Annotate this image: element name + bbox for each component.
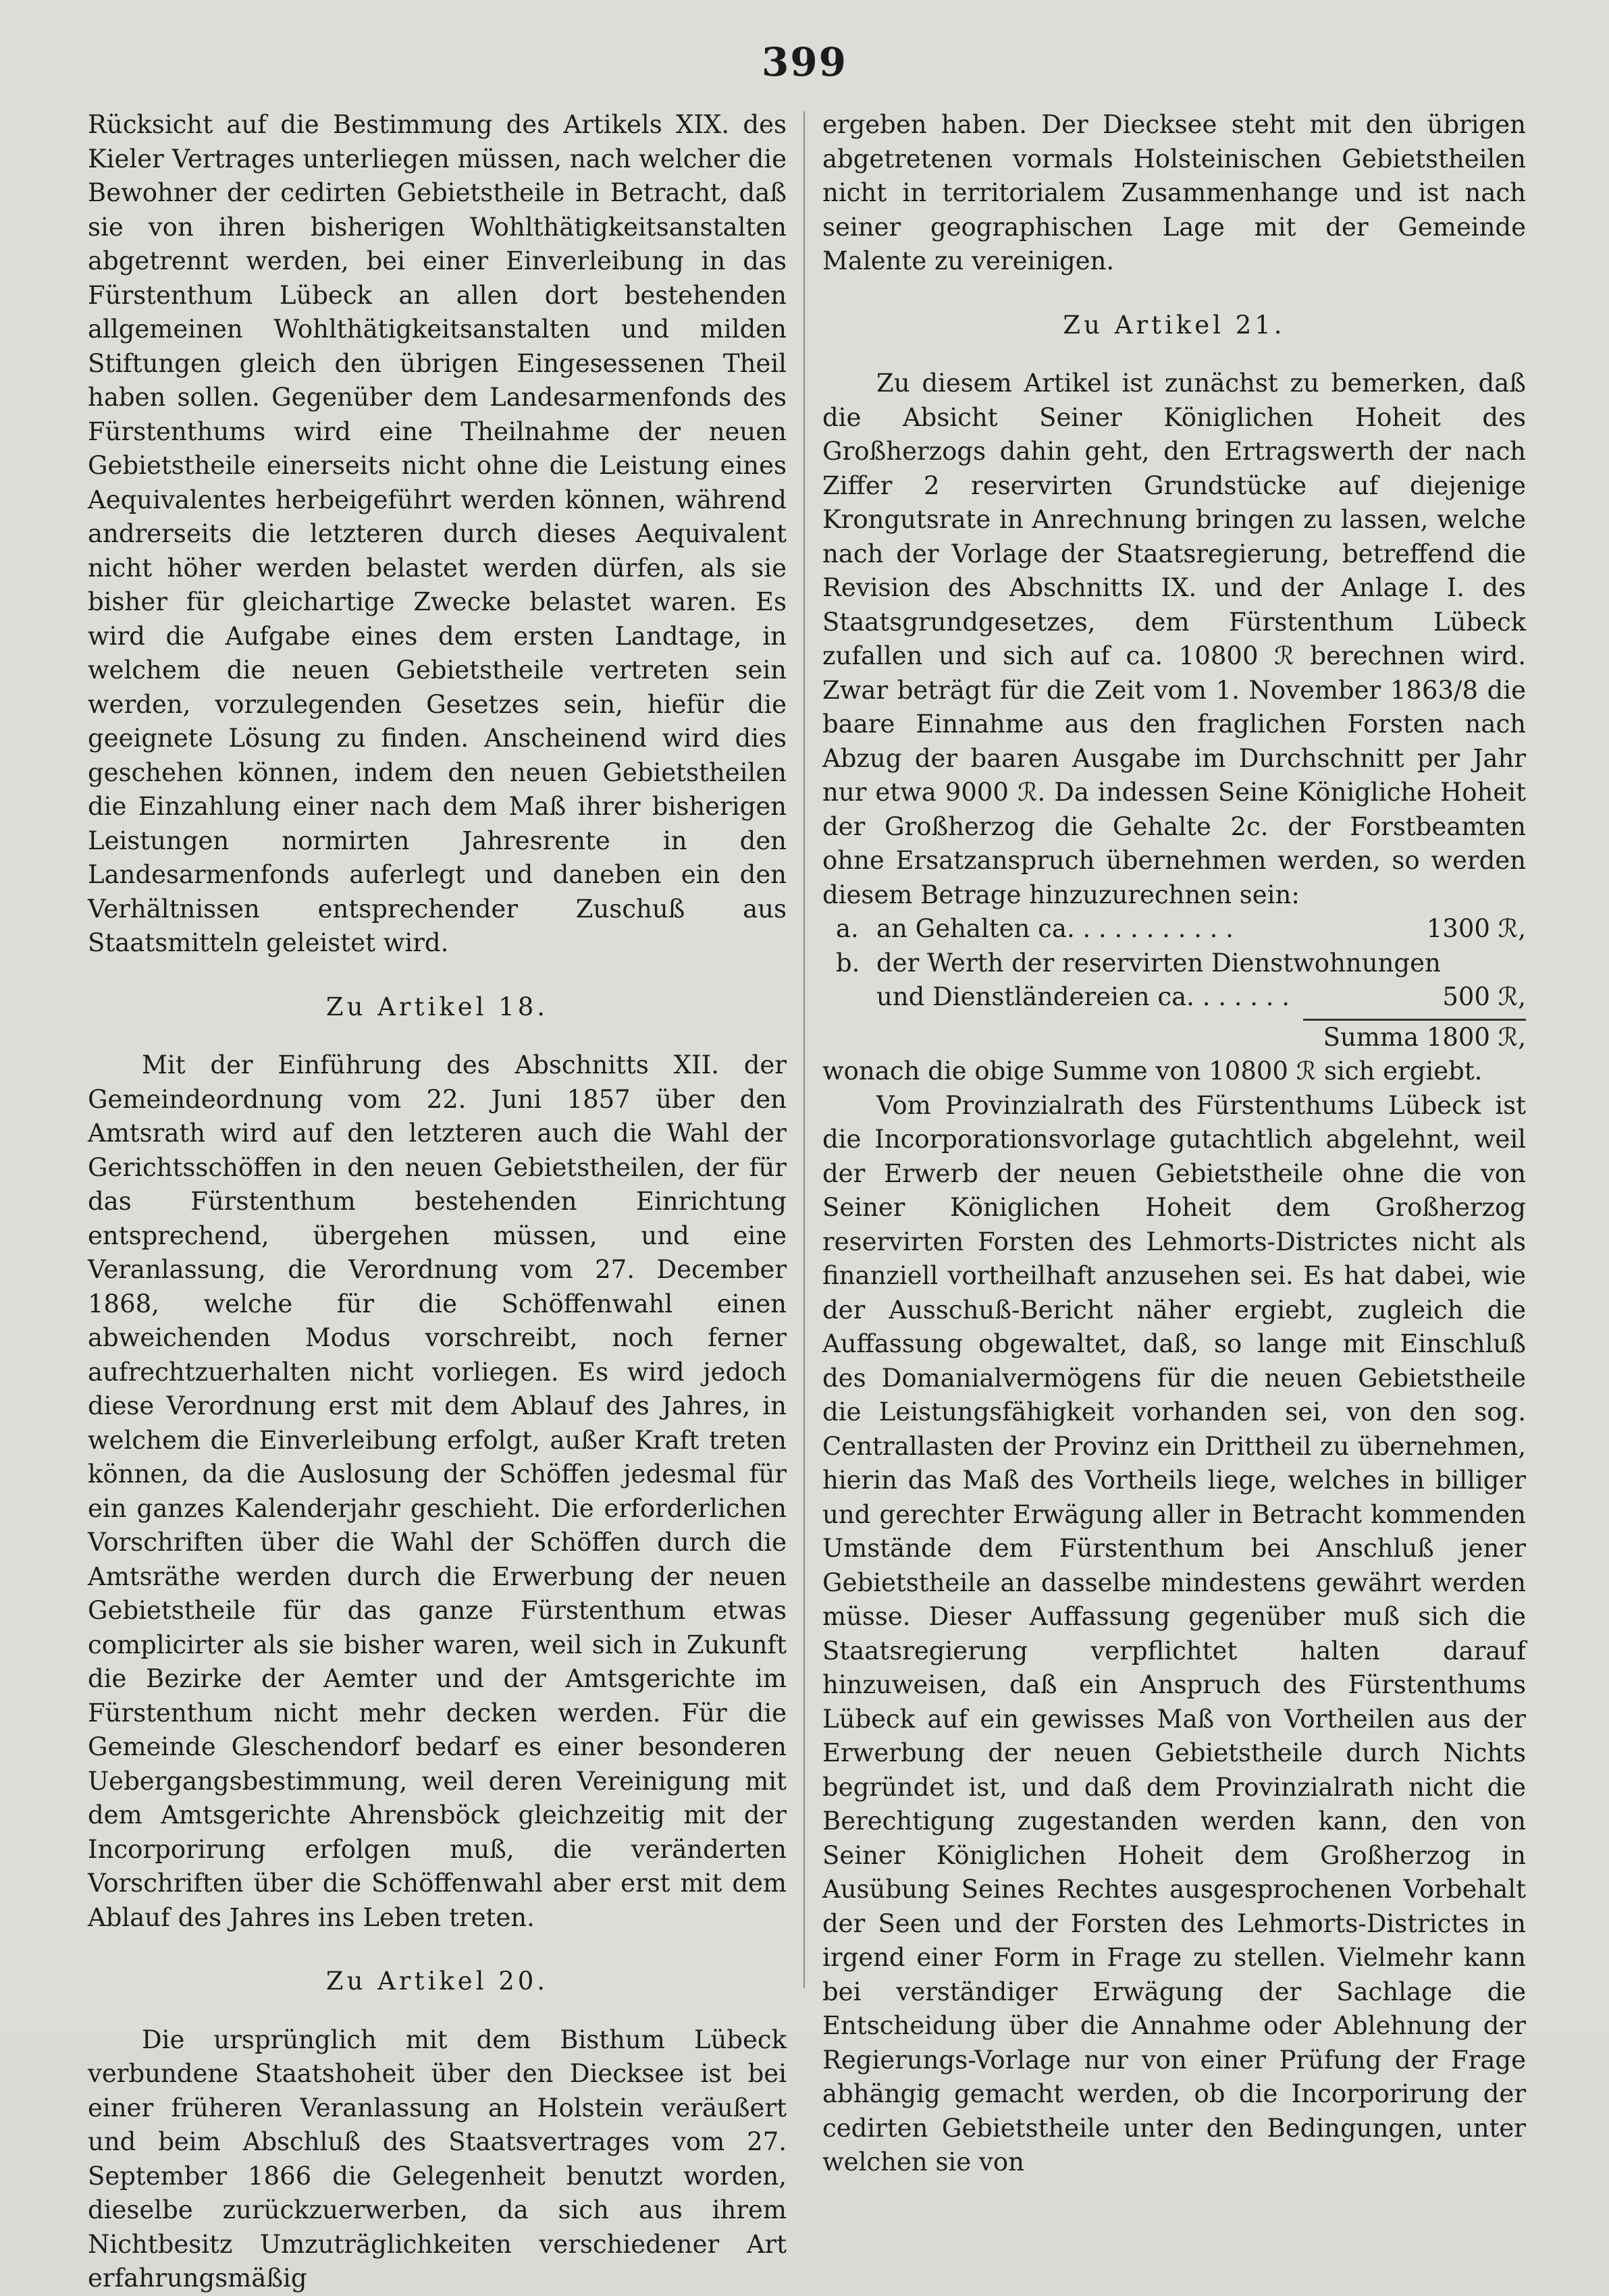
paragraph-art20: Die ursprünglich mit dem Bisthum Lübeck verbundene Staatshoheit über den Diecksee ist bei einer früheren Veranlassung an Holstein veräußert und beim Abschluß des Staatsvertrages vom 27. September 1866 die Gelegenheit benutzt worden, dieselbe zurückzuerwerben, da sich aus ihrem Nichtbesitz Umzuträglichkeiten verschiedener Art erfahrungsmäßig xyxy=(88,2025,787,2293)
heading-artikel-20: Zu Artikel 20. xyxy=(325,1967,549,1996)
item-b-amount: 500 ℛ, xyxy=(1442,982,1526,1011)
list-item-a xyxy=(822,912,1526,946)
item-b-text: der Werth der reservirten Dienstwohnungen xyxy=(876,948,1441,978)
right-column xyxy=(822,108,1526,2180)
item-a-amount: 1300 ℛ, xyxy=(1426,914,1526,943)
sum-total: Summa 1800 ℛ, xyxy=(1323,1022,1526,1052)
heading-artikel-18: Zu Artikel 18. xyxy=(325,992,549,1021)
paragraph-art18: Mit der Einführung des Abschnitts XII. der Gemeindeordnung vom 22. Juni 1857 über den Amtsrath wird auf den letzteren auch die Wahl der Gerichtsschöffen in den neuen Gebietstheilen, der für das Fürstenthum bestehenden Einrichtung entsprechend, übergehen müssen, und eine Veranlassung, die Verordnung vom 27. December 1868, welche für die Schöffenwahl einen abweichenden Modus vorschreibt, noch ferner aufrechtzuerhalten nicht vorliegen. Es wird jedoch diese Verordnung erst mit dem Ablauf des Jahres, in welchem die Einverleibung erfolgt, außer Kraft treten können, da die Auslosung der Schöffen jedesmal für ein ganzes Kalenderjahr geschieht. Die erforderlichen Vorschriften über die Wahl der Schöffen durch die Amtsräthe werden durch die Erwerbung der neuen Gebietstheile für das ganze Fürstenthum etwas complicirter als sie bisher waren, weil sich in Zukunft die Bezirke der Aemter und der Amtsgerichte im Fürstenthum nicht mehr decken werden. Für die Gemeinde Gleschendorf bedarf es einer besonderen Uebergangsbestimmung, weil deren Vereinigung mit dem Amtsgerichte Ahrensböck gleichzeitig mit der Incorporirung erfolgen muß, die veränderten Vorschriften über die Schöffenwahl aber erst mit dem Ablauf des Jahres ins Leben treten. xyxy=(88,1050,787,1932)
paragraph-art21: Zu diesem Artikel ist zunächst zu bemerken, daß die Absicht Seiner Königlichen Hoheit des Großherzogs dahin geht, den Ertragswerth der nach Ziffer 2 reservirten Grundstücke auf diejenige Krongutsrate in Anrechnung bringen zu lassen, welche nach der Vorlage der Staatsregierung, betreffend die Revision des Abschnitts IX. und der Anlage I. des Staatsgrundgesetzes, dem Fürstenthum Lübeck zufallen und sich auf ca. 10800 ℛ berechnen wird. Zwar beträgt für die Zeit vom 1. November 1863/8 die baare Einnahme aus den fraglichen Forsten nach Abzug der baaren Ausgabe im Durchschnitt per Jahr nur etwa 9000 ℛ. Da indessen Seine Königliche Hoheit der Großherzog die Gehalte 2c. der Forstbeamten ohne Ersatzanspruch übernehmen werden, so werden diesem Betrage hinzuzurechnen sein: xyxy=(822,369,1526,909)
column-divider xyxy=(803,111,805,1988)
item-b-text-continued: und Dienstländereien ca. . . . . . . xyxy=(876,982,1290,1011)
left-column xyxy=(88,108,787,2296)
paragraph-art17-continued: Rücksicht auf die Bestimmung des Artikels XIX. des Kieler Vertrages unterliegen müssen, nach welcher die Bewohner der cedirten Gebietstheile in Betracht, daß sie von ihren bisherigen Wohlthätigkeitsanstalten abgetrennt werden, bei einer Einverleibung in das Fürstenthum Lübeck an allen dort bestehenden allgemeinen Wohlthätigkeitsanstalten und milden Stiftungen gleich den übrigen Eingesessenen Theil haben sollen. Gegenüber dem Landesarmenfonds des Fürstenthums wird eine Theilnahme der neuen Gebietstheile einerseits nicht ohne die Leistung eines Aequivalentes herbeigeführt werden können, während andrerseits die letzteren durch dieses Aequivalent nicht höher werden belastet werden dürfen, als sie bisher für gleichartige Zwecke belastet waren. Es wird die Aufgabe eines dem ersten Landtage, in welchem die neuen Gebietstheile vertreten sein werden, vorzulegenden Gesetzes sein, hiefür die geeignete Lösung zu finden. Anscheinend wird dies geschehen können, indem den neuen Gebietstheilen die Einzahlung einer nach dem Maß ihrer bisherigen Leistungen normirten Jahresrente in den Landesarmenfonds auferlegt und daneben ein den Verhältnissen entsprechender Zuschuß aus Staatsmitteln geleistet wird. xyxy=(88,110,787,957)
item-a-label: a. xyxy=(836,914,859,943)
list-item-b xyxy=(822,946,1526,981)
item-b-label: b. xyxy=(836,948,860,978)
item-a-text: an Gehalten ca. . . . . . . . . . . xyxy=(876,914,1234,943)
list-item-b-continued xyxy=(822,980,1526,1015)
paragraph-after-sum: wonach die obige Summe von 10800 ℛ sich ergiebt. xyxy=(822,1057,1483,1086)
page-number: 399 xyxy=(761,39,848,85)
paragraph-provinzialrath: Vom Provinzialrath des Fürstenthums Lübeck ist die Incorporationsvorlage gutachtlich abgelehnt, weil der Erwerb der neuen Gebietstheile ohne die von Seiner Königlichen Hoheit dem Großherzog reservirten Forsten des Lehmorts-Districtes nicht als finanziell vortheilhaft anzusehen sei. Es hat dabei, wie der Ausschuß-Bericht näher ergiebt, zugleich die Auffassung obgewaltet, daß, so lange mit Einschluß des Domanialvermögens für die neuen Gebietstheile die Leistungsfähigkeit vorhanden sei, von den sog. Centrallasten der Provinz ein Drittheil zu übernehmen, hierin das Maß des Vortheils liege, welches in billiger und gerechter Erwägung aller in Betracht kommenden Umstände dem Fürstenthum bei Anschluß jener Gebietstheile an dasselbe mindestens gewährt werden müsse. Dieser Auffassung gegenüber muß sich die Staatsregierung verpflichtet halten darauf hinzuweisen, daß ein Anspruch des Fürstenthums Lübeck auf ein gewisses Maß von Vortheilen aus der Erwerbung der neuen Gebietstheile durch Nichts begründet ist, und daß dem Provinzialrath nicht die Berechtigung zugestanden werden kann, den von Seiner Königlichen Hoheit dem Großherzog in Ausübung Seines Rechtes ausgesprochenen Vorbehalt der Seen und der Forsten des Lehmorts-Districtes in irgend einer Form in Frage zu stellen. Vielmehr kann bei verständiger Erwägung der Sachlage die Entscheidung über die Annahme oder Ablehnung der Regierungs-Vorlage nur von einer Prüfung der Frage abhängig gemacht werden, ob die Incorporirung der cedirten Gebietstheile unter den Bedingungen, unter welchen sie von xyxy=(822,1090,1526,2177)
heading-artikel-21: Zu Artikel 21. xyxy=(1063,310,1286,340)
paragraph-art20-continued: ergeben haben. Der Diecksee steht mit den übrigen abgetretenen vormals Holsteinischen Gebietstheilen nicht in territorialem Zusammenhange und ist nach seiner geographischen Lage mit der Gemeinde Malente zu vereinigen. xyxy=(822,110,1526,275)
